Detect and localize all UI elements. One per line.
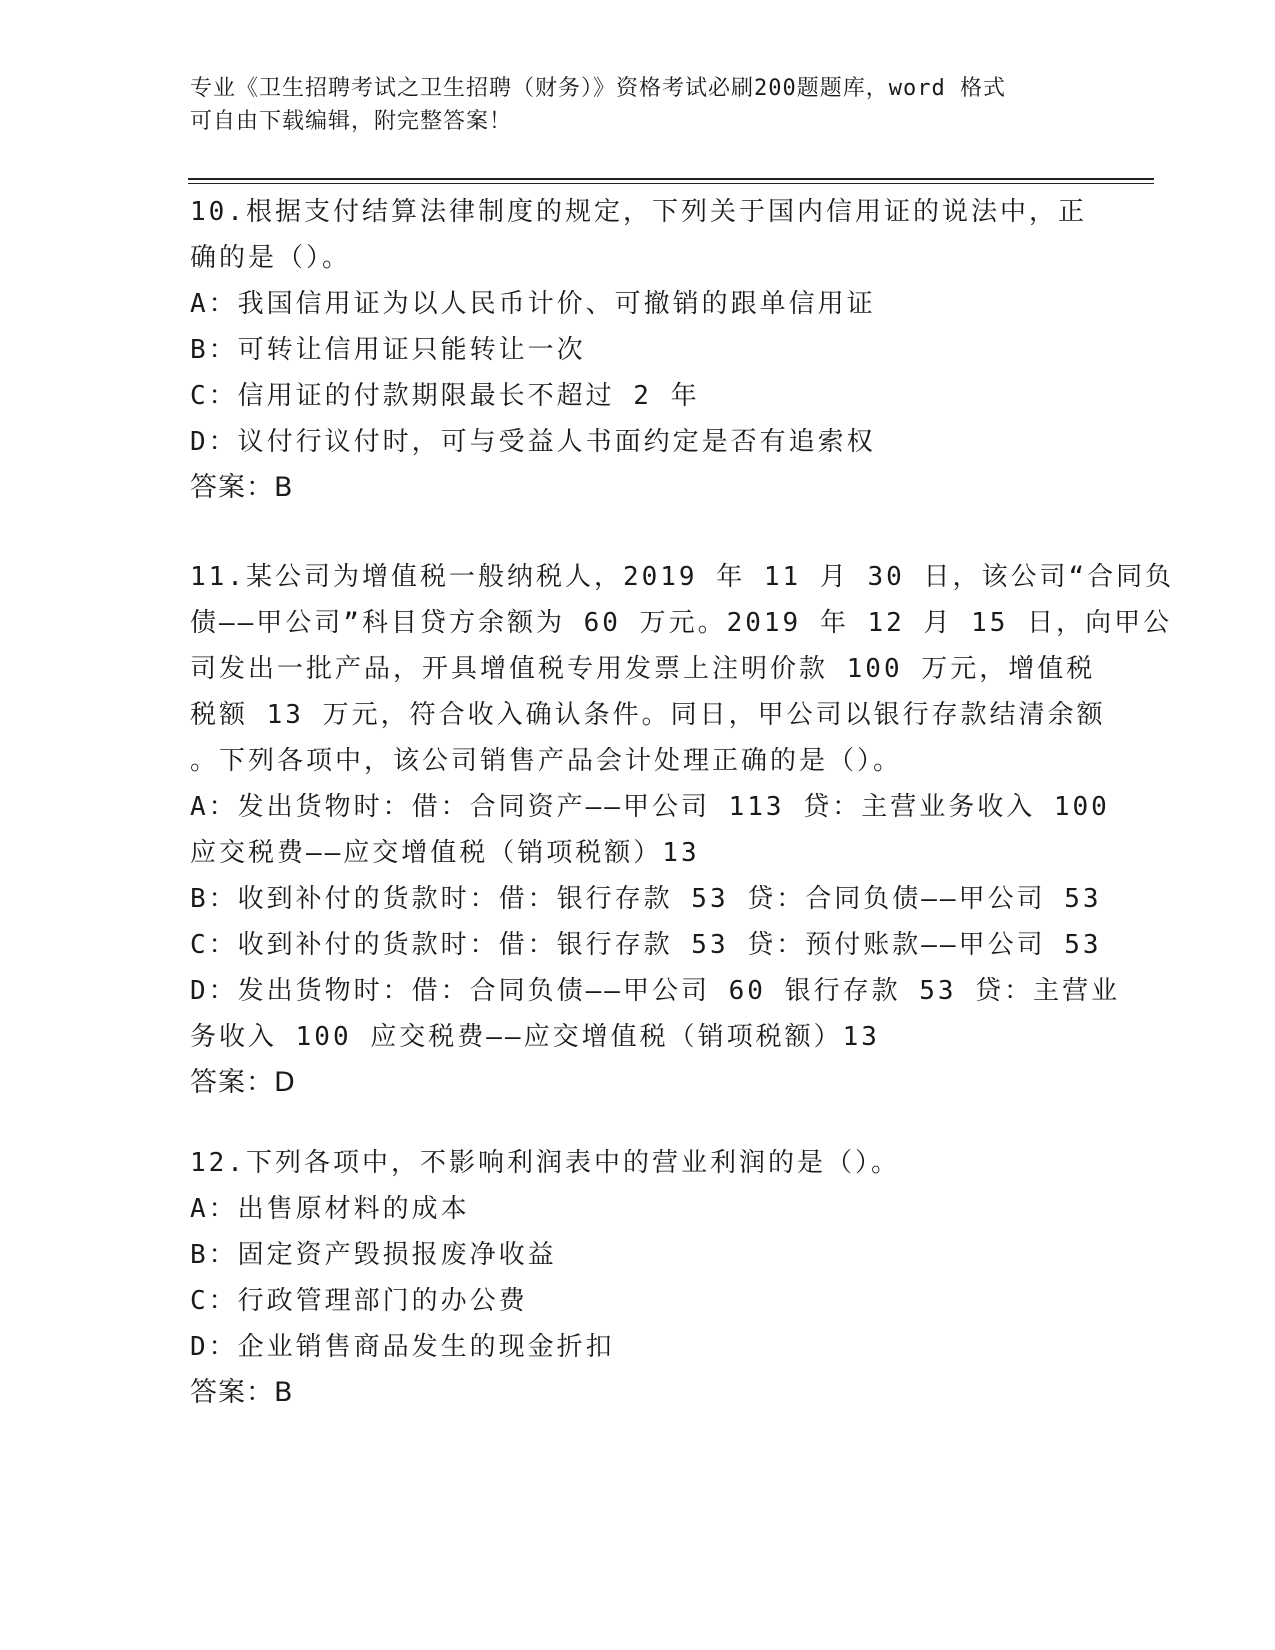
stem-line: 10.根据支付结算法律制度的规定，下列关于国内信用证的说法中，正: [190, 197, 1087, 227]
option-a: [190, 1186, 1090, 1232]
option-line: 应交税费——应交增值税（销项税额）13: [190, 838, 700, 868]
option-line: C：收到补付的货款时：借：银行存款 53 贷：预付账款——甲公司 53: [190, 930, 1102, 960]
header-line-1: 专业《卫生招聘考试之卫生招聘（财务）》资格考试必刷200题题库，word 格式: [190, 76, 1006, 101]
option-line: 务收入 100 应交税费——应交增值税（销项税额）13: [190, 1022, 880, 1052]
question-stem: [190, 189, 1090, 281]
option-c: [190, 922, 1102, 968]
stem-line: 11.某公司为增值税一般纳税人，2019 年 11 月 30 日，该公司“合同负: [190, 562, 1175, 592]
option-line: D：发出货物时：借：合同负债——甲公司 60 银行存款 53 贷：主营业: [190, 976, 1121, 1006]
header-line-2: 可自由下载编辑，附完整答案！: [190, 109, 513, 134]
option-c: [190, 1278, 1090, 1324]
answer-label: 答案：B: [190, 472, 294, 503]
question-stem: [190, 1140, 1090, 1186]
question-11: [190, 554, 1175, 1106]
option-line: A：出售原材料的成本: [190, 1194, 470, 1224]
stem-line: 税额 13 万元，符合收入确认条件。同日，甲公司以银行存款结清余额: [190, 700, 1106, 730]
answer-label: 答案：D: [190, 1067, 296, 1098]
option-a: [190, 281, 1090, 327]
option-line: A：发出货物时：借：合同资产——甲公司 113 贷：主营业务收入 100: [190, 792, 1110, 822]
option-line: D：议付行议付时，可与受益人书面约定是否有追索权: [190, 427, 876, 457]
answer-label: 答案：B: [190, 1377, 294, 1408]
option-b: [190, 327, 1090, 373]
header-divider-thick: [188, 178, 1154, 180]
option-line: B：固定资产毁损报废净收益: [190, 1240, 557, 1270]
option-d: [190, 419, 1090, 465]
option-line: C：信用证的付款期限最长不超过 2 年: [190, 381, 700, 411]
option-line: C：行政管理部门的办公费: [190, 1286, 528, 1316]
option-line: B：收到补付的货款时：借：银行存款 53 贷：合同负债——甲公司 53: [190, 884, 1102, 914]
stem-line: 。下列各项中，该公司销售产品会计处理正确的是（）。: [190, 746, 903, 776]
question-10: [190, 189, 1090, 511]
question-stem: [190, 554, 1175, 784]
option-d: [190, 1324, 1090, 1370]
option-line: D：企业销售商品发生的现金折扣: [190, 1332, 615, 1362]
option-line: A：我国信用证为以人民币计价、可撤销的跟单信用证: [190, 289, 876, 319]
option-b: [190, 876, 1102, 922]
question-12: [190, 1140, 1090, 1416]
stem-line: 12.下列各项中，不影响利润表中的营业利润的是（）。: [190, 1148, 900, 1178]
header-divider-thin: [188, 183, 1154, 184]
stem-line: 确的是（）。: [190, 243, 352, 273]
option-d: [190, 968, 1121, 1060]
option-b: [190, 1232, 1090, 1278]
option-c: [190, 373, 1090, 419]
stem-line: 债——甲公司”科目贷方余额为 60 万元。2019 年 12 月 15 日，向甲公: [190, 608, 1173, 638]
stem-line: 司发出一批产品，开具增值税专用发票上注明价款 100 万元，增值税: [190, 654, 1096, 684]
option-line: B：可转让信用证只能转让一次: [190, 335, 586, 365]
option-a: [190, 784, 1110, 876]
document-header: [190, 72, 1090, 138]
